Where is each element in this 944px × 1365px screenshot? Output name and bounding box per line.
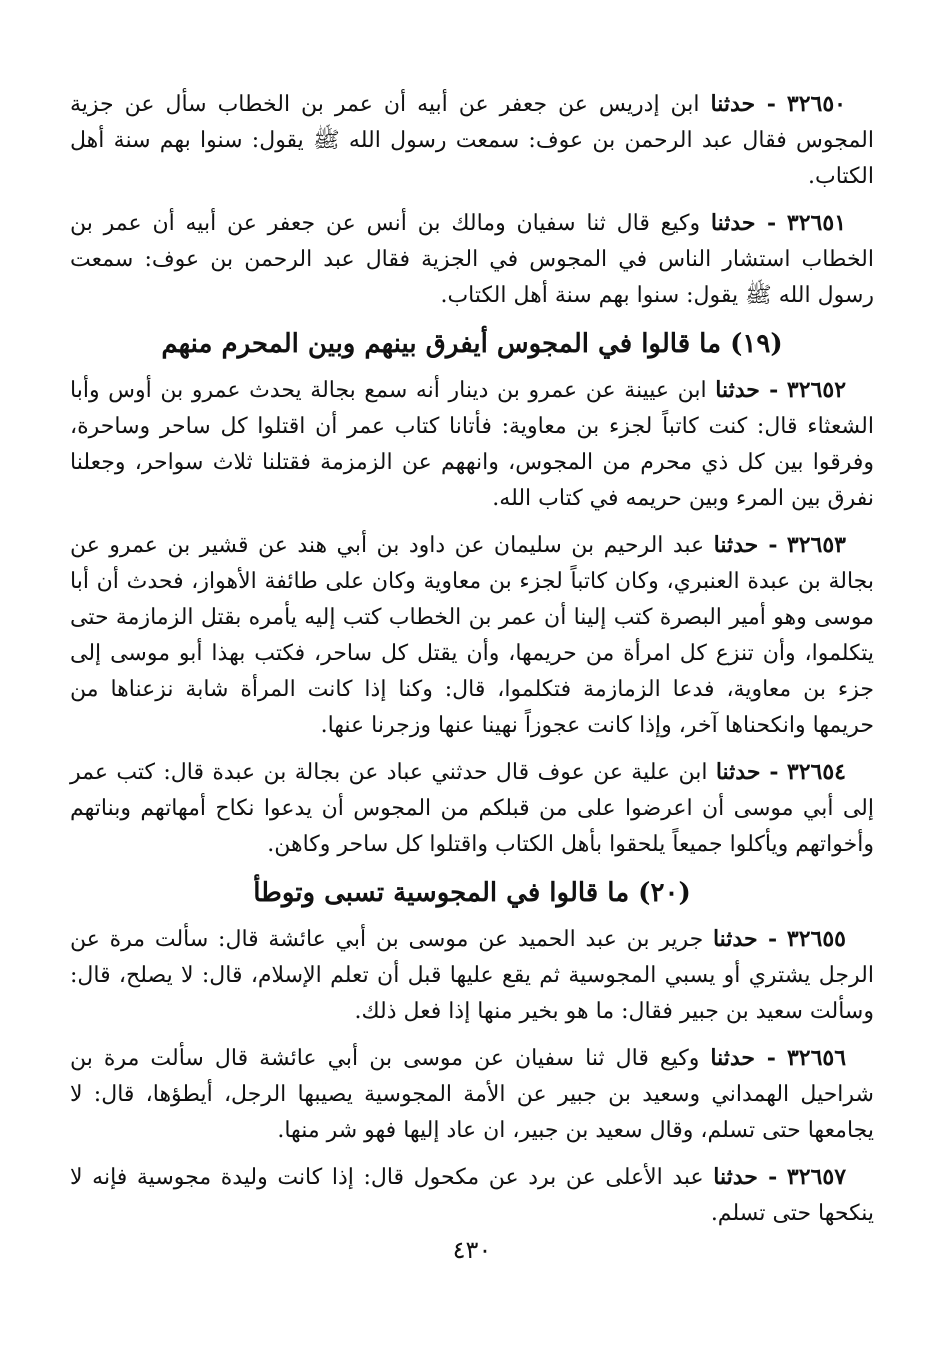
hadith-32657 <box>70 1159 874 1232</box>
hadith-text: وكيع قال ثنا سفيان عن موسى بن أبي عائشة قال سألت مرة بن شراحيل الهمداني وسعيد بن جبير عن الأمة المجوسية يصيبها الرجل، أيطؤها، قال: لا يجامعها حتى تسلم، وقال سعيد بن جبير، ان عاد إليها فهو شر منها. <box>70 1046 874 1143</box>
hadith-text: ابن إدريس عن جعفر عن أبيه أن عمر بن الخطاب سأل عن جزية المجوس فقال عبد الرحمن بن عوف: سمعت رسول الله ﷺ يقول: سنوا بهم سنة أهل الكتاب. <box>70 92 874 189</box>
hadith-marker: - حدثنا <box>710 210 777 236</box>
hadith-number: ٣٢٦٥٢ <box>786 377 847 403</box>
hadith-marker: - حدثنا <box>715 759 779 785</box>
hadith-marker: - حدثنا <box>712 926 778 952</box>
hadith-32656 <box>70 1040 874 1149</box>
hadith-text: ابن علية عن عوف قال حدثني عباد عن بجالة بن عبدة قال: كتب عمر إلى أبي موسى أن اعرضوا على من قبلكم من المجوس أن يدعوا نكاح أمهاتهم وبناتهم وأخواتهم ويأكلوا جميعاً يلحقوا بأهل الكتاب واقتلوا كل ساحر وكاهن. <box>70 760 874 857</box>
hadith-32651 <box>70 205 874 314</box>
hadith-32650 <box>70 86 874 195</box>
document-page <box>70 86 874 1242</box>
hadith-number: ٣٢٦٥٦ <box>786 1045 847 1071</box>
hadith-32655 <box>70 921 874 1030</box>
hadith-text: عبد الأعلى عن برد عن مكحول قال: إذا كانت وليدة مجوسية فإنه لا ينكحها حتى تسلم. <box>70 1165 874 1226</box>
hadith-number: ٣٢٦٥١ <box>786 210 847 236</box>
hadith-number: ٣٢٦٥٤ <box>786 759 846 785</box>
hadith-number: ٣٢٦٥٥ <box>786 926 846 952</box>
chapter-heading-19: (١٩) ما قالوا في المجوس أيفرق بينهم وبين المحرم منهم <box>161 329 783 359</box>
hadith-number: ٣٢٦٥٧ <box>786 1164 847 1190</box>
hadith-text: ابن عيينة عن عمرو بن دينار أنه سمع بجالة يحدث عمرو بن أوس وأبا الشعثاء قال: كنت كاتباً لجزء بن معاوية: فأتانا كتاب عمر أن اقتلوا كل ساحر وساحرة، وفرقوا بين كل ذي محرم من المجوس، وانههم عن الزمزمة فقتلنا ثلاث سواحر، وجعلنا نفرق بين المرء وبين حريمه في كتاب الله. <box>70 378 874 511</box>
hadith-text: وكيع قال ثنا سفيان ومالك بن أنس عن جعفر عن أبيه أن عمر بن الخطاب استشار الناس في المجوس في الجزية فقال عبد الرحمن بن عوف: سمعت رسول الله ﷺ يقول: سنوا بهم سنة أهل الكتاب. <box>70 211 874 308</box>
hadith-text: جرير بن عبد الحميد عن موسى بن أبي عائشة قال: سألت مرة عن الرجل يشتري أو يسبي المجوسية ثم يقع عليها قبل أن تعلم الإسلام، قال: لا يصلح، قال: وسألت سعيد بن جبير فقال: ما هو بخير منها إذا فعل ذلك. <box>70 927 874 1024</box>
hadith-32654 <box>70 754 874 863</box>
chapter-heading-20: (٢٠) ما قالوا في المجوسية تسبى وتوطأ <box>253 878 691 908</box>
hadith-marker: - حدثنا <box>710 91 776 117</box>
hadith-marker: - حدثنا <box>713 1164 778 1190</box>
hadith-marker: - حدثنا <box>713 532 778 558</box>
hadith-text: عبد الرحيم بن سليمان عن داود بن أبي هند عن قشير بن عمرو عن بجالة بن عبدة العنبري، وكان كاتباً لجزء بن معاوية وكان على طائفة الأهواز، فحدث أن أبا موسى وهو أمير البصرة كتب إلينا أن عمر بن الخطاب كتب إليه يأمره بقتل الزمازمة حتى يتكلموا، وأن تنزع كل امرأة من حريمها، وأن يقتل كل ساحر، فكتب بهذا أبو موسى إلى جزء بن معاوية، فدعا الزمازمة فتكلموا، قال: وكنا إذا كانت المرأة شابة نزعناها من حريمها وانكحناها آخر، وإذا كانت عجوزاً نهينا عنها وزجرنا عنها. <box>70 533 874 738</box>
hadith-32653 <box>70 527 874 744</box>
hadith-number: ٣٢٦٥٣ <box>786 532 846 558</box>
hadith-marker: - حدثنا <box>715 377 779 403</box>
hadith-32652 <box>70 372 874 517</box>
page-number: ٤٣٠ <box>452 1236 492 1264</box>
hadith-number: ٣٢٦٥٠ <box>786 91 846 117</box>
hadith-marker: - حدثنا <box>710 1045 776 1071</box>
